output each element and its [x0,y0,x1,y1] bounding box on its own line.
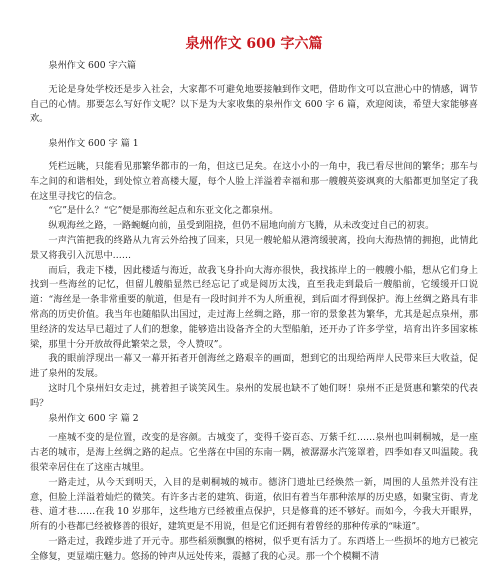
document-subtitle: 泉州作文 600 字六篇 [48,60,137,71]
essay-paragraph: 一路走过，我蹚步进了开元寺。那些稻须飘飘的榕树，似乎更有活力了。东西塔上一些损坏的地方已被完全修复，更显端庄魅力。悠扬的钟声从远处传来，震撼了我的心灵。那一个个模糊不清 [30,535,478,562]
essay-paragraph: 一路走过，从今天到明天，入目的是刺桐城的城市。德济门遗址已经焕然一新，周围的人虽然并没有注意，但脸上洋溢着灿烂的微笑。有许多古老的建筑、街道，依旧有着当年那种浓厚的历史感，如聚宝街、青龙巷、道才巷……在我 10 岁那年，这些地方已经被重点保护，只是修葺的还不够好。而如今，今我大开眼界，所有的小巷都已经被修善的很好，建筑更是不用说，但是它们还拥有着曾经的那种传承的“味道”。 [30,476,478,533]
essay-1-body [30,160,478,412]
essay-2-body [30,431,478,564]
intro-paragraph: 无论是身处学校还是步入社会，大家都不可避免地要接触到作文吧，借助作文可以宣泄心中的情感，调节自己的心情。那要怎么写好作文呢？以下是为大家收集的泉州作文 600 字 6 篇，欢迎阅读，希望大家能够喜欢。 [30,83,478,125]
essay-paragraph: 凭栏远眺，只能看见那繁华都市的一角，但这已足矣。在这小小的一角中，我已看尽世间的繁华；那车与车之间的和谐相处，到处惊立着高楼大厦，每个人脸上洋溢着幸福和那一艘艘英姿飒爽的大船都更加坚定了我在这里寻找它的信念。 [30,160,478,202]
essay-paragraph: 这时几个泉州妇女走过，挑着担子谈笑风生。泉州的发展也缺不了她们呀！泉州不正是贤惠和繁荣的代表吗？ [30,382,478,409]
essay-paragraph: 一声汽笛把我的终路从九宵云外给拽了回来，只见一艘轮船从港湾缓驶离，投向大海热情的拥抱，此情此景又将我引入沉思中…… [30,234,478,261]
essay-paragraph: 纵观海丝之路，一路蜿蜒向前，虽受到阻挠，但仍不屈地向前方飞腾，从未改变过自己的初衷。 [48,220,435,232]
essay-2-heading: 泉州作文 600 字 篇 2 [48,412,139,424]
essay-paragraph: 一座城不变的是位置，改变的是容颜。古城变了，变得千姿百态、万紫千红……泉州也叫刺桐城，是一座古老的城市，是海上丝绸之路的起点。它坐落在中国的东南一隅，被潺潺水汽笼罩着，四季如春又叫温陵。我很荣幸居住在了这座古城里。 [30,432,478,473]
essay-paragraph: 而后，我走下楼，因此楼适与海近，故我飞身扑向大海亦很快，我找拣岸上的一艘艘小船，想从它们身上找到一些海丝的记忆，但留儿艘船显然已经忘记了或是阅历太浅，直至我走到最后一艘船前，它缓缓开口说道：“海丝是一条非常重要的航道，但是有一段时间并不为人所重视，到后面才得到保护。海上丝绸之路具有非常高的历史价值。我当年也随船队出国过，走过海上丝绸之路，那一帘的景象甚为繁华，尤其是起点泉州，那里经济的发达早已超过了人们的想象，能够造出设备齐全的大型船舶，还开办了许多学堂，培育出许多国家栋梁，那里十分开放故得此繁荣之景，令人赞叹”。 [30,264,478,350]
essay-1-heading: 泉州作文 600 字 篇 1 [48,138,139,150]
essay-paragraph: “它”是什么？“它”便是那海丝起点和东亚文化之都泉州。 [48,205,279,217]
page-title: 泉州作文 600 字六篇 [185,36,323,52]
essay-paragraph: 我的眼前浮现出一幕又一幕开拓者开创海丝之路艰辛的画面，想到它的出现给两岸人民带来巨大收益，促进了泉州的发展。 [30,353,478,380]
